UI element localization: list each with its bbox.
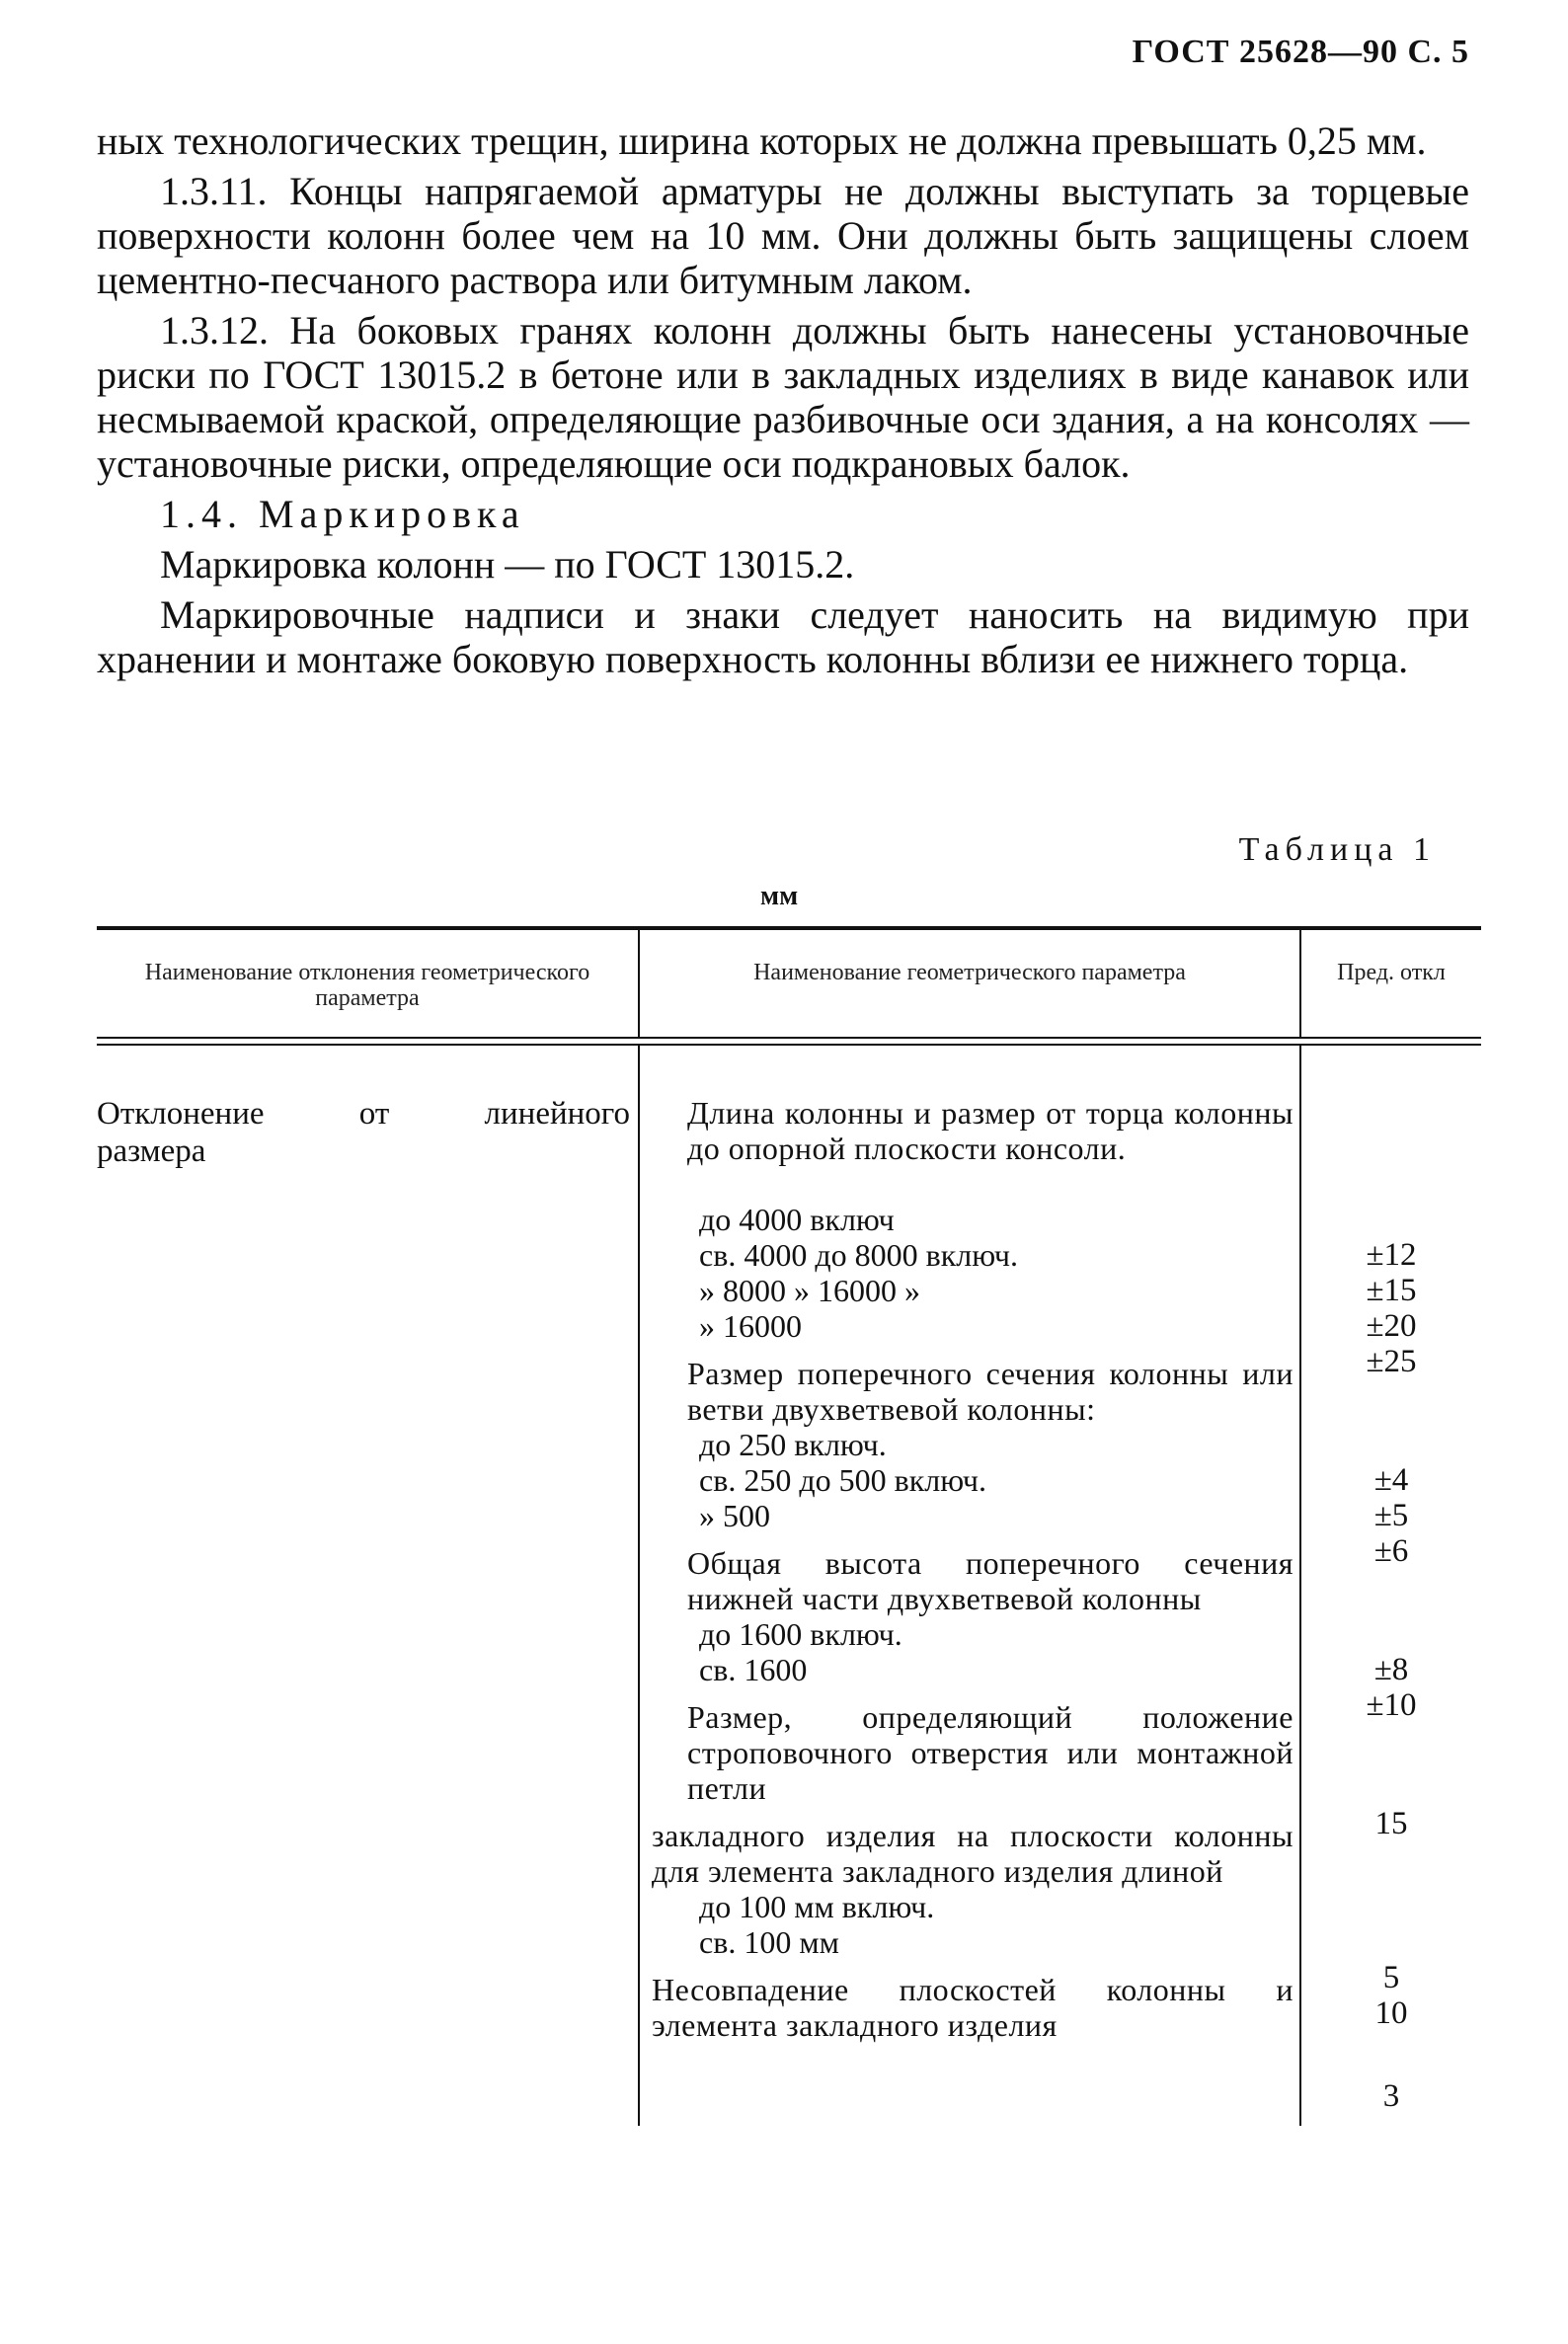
paragraph-1-3-11: 1.3.11. Концы напрягаемой арматуры не должны выступать за торцевые поверхности колонн более чем на 10 мм. Они должны быть защищены слоем цементно-песчаного раствора или битумным лаком. [97, 169, 1469, 302]
param-title: закладного изделия на плоскости колонны для элемента закладного изделия длиной [652, 1818, 1294, 1889]
limit-value: ±20 [1366, 1308, 1417, 1344]
tolerance-table [97, 926, 1481, 2126]
header-limit-deviation: Пред. откл [1299, 930, 1481, 1037]
limit-value: ±15 [1366, 1273, 1417, 1308]
deviation-name-line-2: размера [97, 1133, 206, 1169]
param-title: Несовпадение плоскостей колонны и элемента закладного изделия [652, 1972, 1294, 2043]
param-row: до 4000 включ [699, 1202, 895, 1237]
param-row: св. 100 мм [699, 1924, 839, 1960]
limit-value: 15 [1374, 1806, 1408, 1841]
limit-value: 5 [1382, 1960, 1400, 1995]
param-group-section [640, 1356, 1299, 1533]
deviation-name-line: Отклонение от линейного [97, 1096, 630, 1132]
param-title: Общая высота поперечного сечения нижней части двухветвевой колонны [687, 1545, 1294, 1616]
limit-value: 10 [1374, 1995, 1408, 2031]
param-row: » 8000 » 16000 » [699, 1273, 920, 1308]
table-unit: мм [760, 881, 799, 911]
param-row: св. 1600 [699, 1652, 808, 1687]
param-row: до 100 мм включ. [699, 1889, 935, 1924]
page-header: ГОСТ 25628—90 С. 5 [1132, 34, 1469, 70]
param-title: Длина колонны и размер от торца колонны до опорной плоскости консоли. [687, 1095, 1294, 1166]
param-group-length [640, 1095, 1299, 1344]
param-row: св. 250 до 500 включ. [699, 1462, 986, 1498]
table-header-row [97, 930, 1481, 1037]
paragraph-1-3-12: 1.3.12. На боковых гранях колонн должны быть нанесены установочные риски по ГОСТ 13015.2 в бетоне или в закладных изделиях в виде канавок или несмываемой краской, определяющие разбивочные оси здания, а на консолях — установочные риски, определяющие оси подкрановых балок. [97, 308, 1469, 486]
param-title: Размер, определяющий положение строповочного отверстия или монтажной петли [687, 1699, 1294, 1806]
param-row: св. 4000 до 8000 включ. [699, 1237, 1018, 1273]
paragraph-marking: Маркировка колонн — по ГОСТ 13015.2. [160, 542, 855, 586]
limit-value: ±5 [1373, 1498, 1409, 1533]
param-group-height [640, 1545, 1299, 1687]
section-title-marking: 1.4. Маркировка [160, 492, 525, 536]
limit-value: ±25 [1366, 1344, 1417, 1379]
limit-value: ±4 [1373, 1462, 1409, 1498]
param-row: до 1600 включ. [699, 1616, 902, 1652]
parameter-column [638, 1046, 1299, 2126]
limit-column [1299, 1046, 1481, 2126]
limit-value: ±8 [1373, 1652, 1409, 1687]
limit-value: ±6 [1373, 1533, 1409, 1569]
paragraph-marking-inscriptions: Маркировочные надписи и знаки следует наносить на видимую при хранении и монтаже боковую поверхность колонны вблизи ее нижнего торца. [97, 592, 1469, 681]
param-row: » 500 [699, 1498, 770, 1533]
param-title: Размер поперечного сечения колонны или ветви двухветвевой колонны: [687, 1356, 1294, 1427]
paragraph-1: ных технологических трещин, ширина которых не должна превышать 0,25 мм. [97, 118, 1427, 163]
header-parameter-name: Наименование геометрического параметра [638, 930, 1299, 1037]
table-caption: Таблица 1 [1238, 831, 1436, 868]
body-text [97, 118, 1469, 687]
deviation-name-cell [97, 1046, 638, 2126]
param-row: » 16000 [699, 1308, 802, 1344]
param-group-sling-hole [640, 1699, 1299, 1806]
header-deviation-name: Наименование отклонения геометрического параметра [144, 960, 590, 1011]
limit-value: ±12 [1366, 1237, 1417, 1273]
limit-value: 3 [1382, 2078, 1400, 2114]
table-header-rule [97, 1037, 1481, 1046]
param-group-embedded [640, 1818, 1299, 1960]
table-body [97, 1046, 1481, 2126]
param-row: до 250 включ. [699, 1427, 887, 1462]
limit-value: ±10 [1366, 1687, 1417, 1723]
param-group-mismatch [640, 1972, 1299, 2043]
